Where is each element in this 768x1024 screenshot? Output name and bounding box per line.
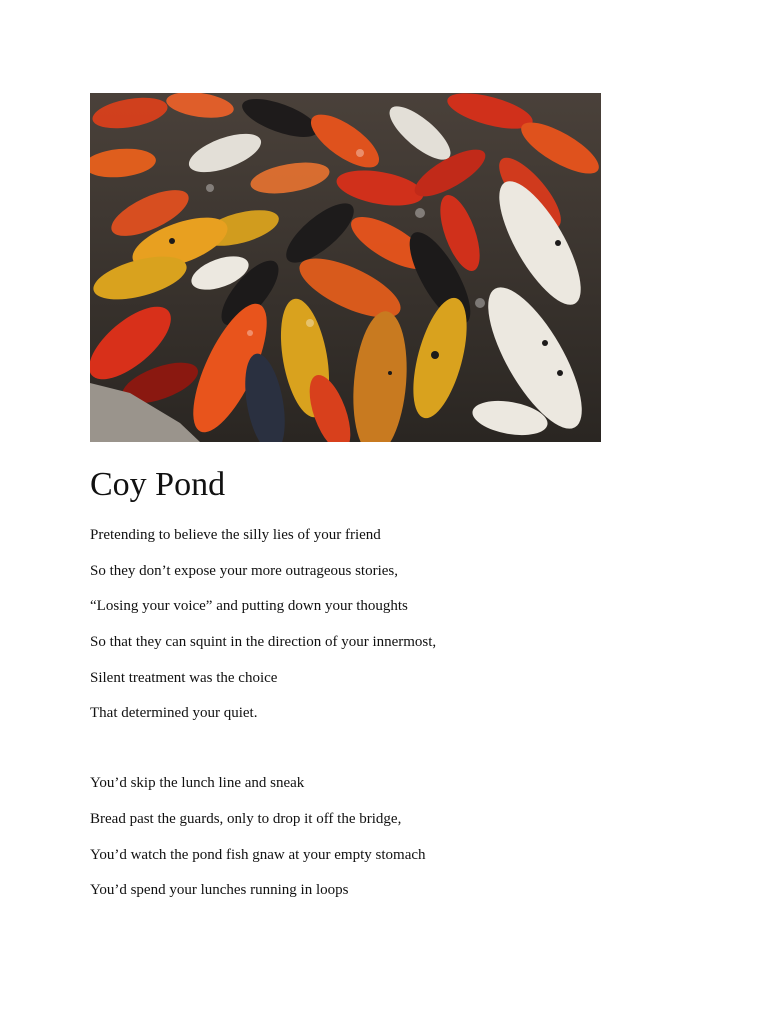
poem-line: So that they can squint in the direction of your innermost, bbox=[90, 634, 437, 651]
poem-line: You’d spend your lunches running in loops bbox=[90, 882, 349, 899]
koi-pond-image bbox=[90, 93, 601, 442]
poem-line: Silent treatment was the choice bbox=[90, 669, 278, 686]
poem-line: You’d skip the lunch line and sneak bbox=[90, 775, 305, 792]
poem-line: So they don’t expose your more outrageous stories, bbox=[90, 562, 399, 579]
poem-body bbox=[90, 525, 690, 916]
poem-line: That determined your quiet. bbox=[90, 705, 258, 722]
poem-line: Pretending to believe the silly lies of your friend bbox=[90, 527, 381, 543]
koi-pond-photo bbox=[90, 93, 601, 442]
poem-line: You’d watch the pond fish gnaw at your empty stomach bbox=[90, 846, 426, 863]
poem-line: Bread past the guards, only to drop it off the bridge, bbox=[90, 810, 402, 827]
stanza-break bbox=[90, 739, 690, 773]
poem-line: “Losing your voice” and putting down your thoughts bbox=[90, 598, 408, 615]
poem-title: Coy Pond bbox=[90, 466, 226, 503]
